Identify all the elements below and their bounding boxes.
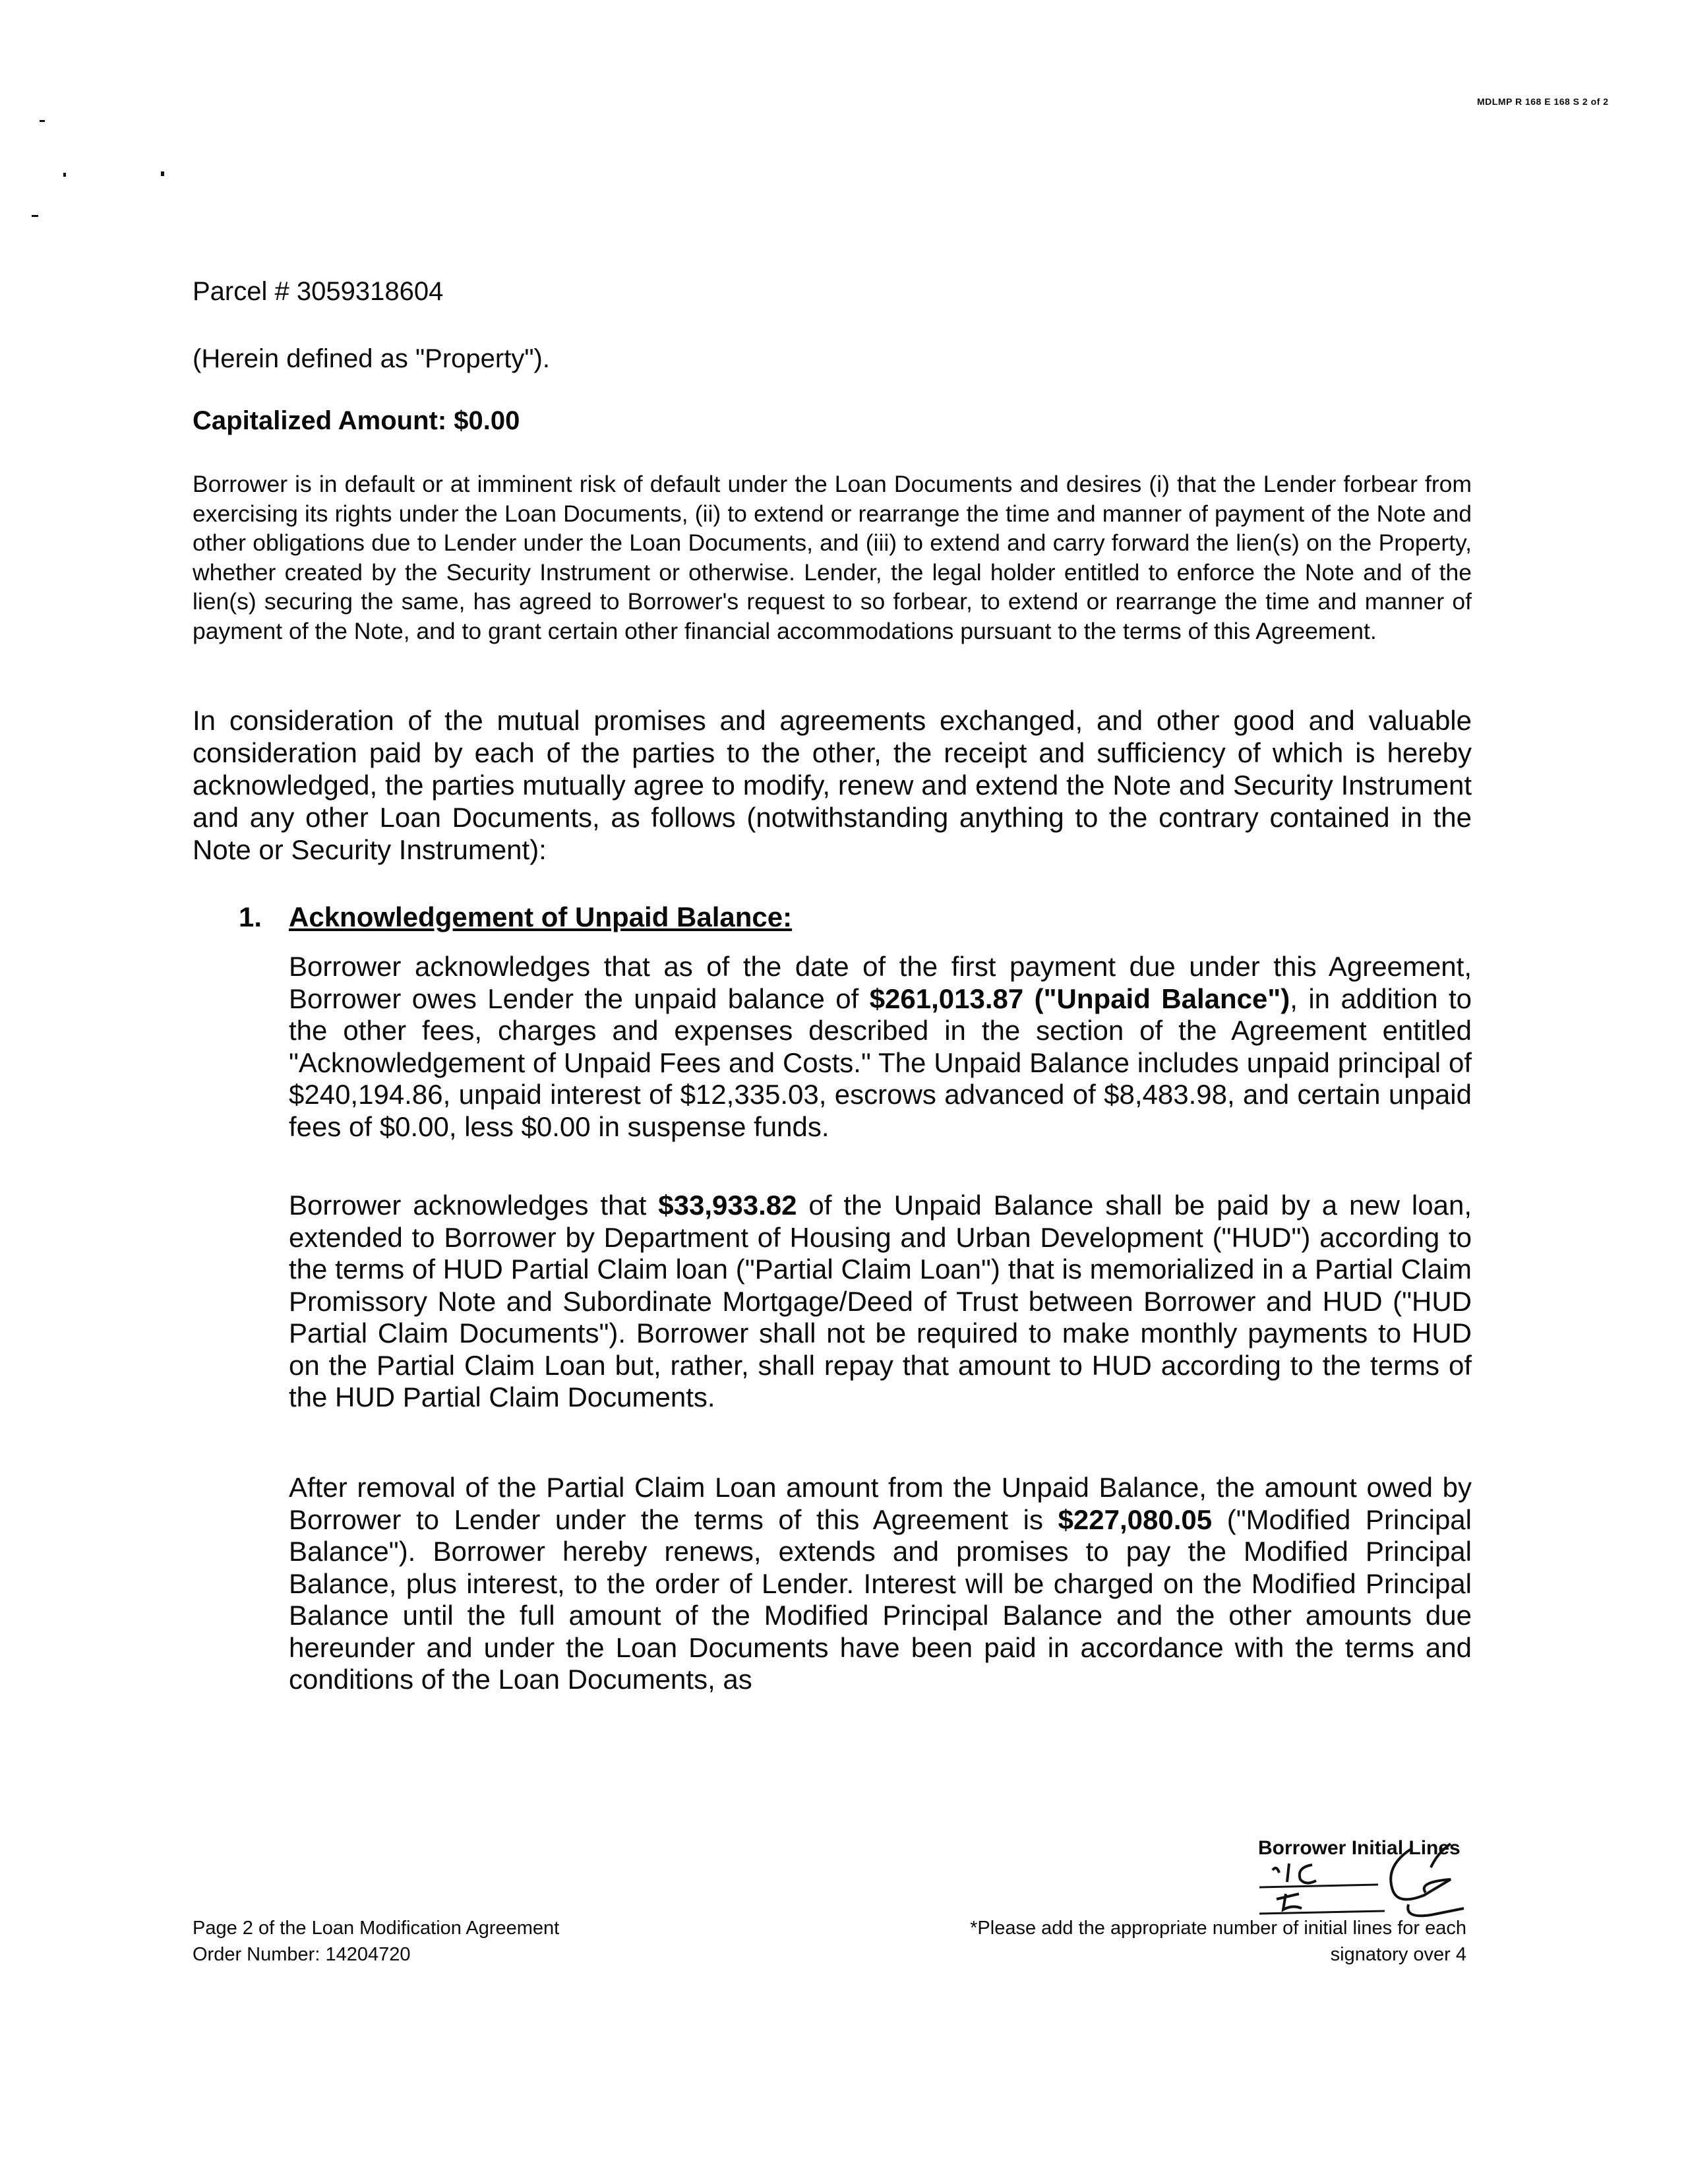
partial-claim-amount: $33,933.82 — [658, 1190, 797, 1221]
page-label: Page 2 of the Loan Modification Agreement — [193, 1918, 560, 1939]
text-run: After removal of the Partial Claim Loan amount from the Unpaid Balance, the amount owed by Borrower to Lender under the terms of this Agreement is — [289, 1472, 1472, 1535]
initials-line — [1259, 1911, 1385, 1914]
section-number: 1. — [239, 901, 262, 932]
partial-claim-paragraph — [289, 1190, 1472, 1414]
initials-stroke — [1273, 1868, 1279, 1873]
initials-stroke — [1431, 1844, 1451, 1867]
initials-stroke — [1391, 1849, 1451, 1899]
initials-stroke — [1300, 1865, 1316, 1883]
initials-note-2: signatory over 4 — [1330, 1944, 1466, 1965]
initials-label: Borrower Initial Lines — [1258, 1837, 1461, 1859]
text-run: ("Modified Principal Balance"). Borrower hereby renews, extends and promises to pay the Modified Principal Balance, plus interest, to the order of Lender. Interest will be charged on the Modified Principal Balance until the full amount of the Modified Principal Balance and the other amounts due hereunder and under the Loan Documents have been paid in accordance with the terms and conditions of the Loan Documents, as — [289, 1503, 1472, 1695]
modified-principal-paragraph — [289, 1472, 1472, 1696]
footer-left — [193, 1915, 559, 1968]
initials-stroke — [1277, 1894, 1302, 1910]
text-run: Borrower acknowledges that as of the date of the first payment due under this Agreement, Borrower owes Lender the unpaid balance of — [289, 951, 1472, 1014]
initials-note: *Please add the appropriate number of initial lines for each — [970, 1918, 1466, 1939]
scan-speck — [63, 173, 66, 177]
capitalized-amount: Capitalized Amount: $0.00 — [193, 406, 520, 435]
initials-stroke — [1287, 1864, 1289, 1882]
consideration-paragraph: In consideration of the mutual promises and agreements exchanged, and other good and valuable consideration paid by each of the parties to the other, the receipt and sufficiency of which is hereby acknowledged, the parties mutually agree to modify, renew and extend the Note and Security Instrument and any other Loan Documents, as follows (notwithstanding anything to the contrary contained in the Note or Security Instrument): — [193, 705, 1472, 865]
initials-line — [1259, 1885, 1378, 1887]
section-title: Acknowledgement of Unpaid Balance: — [289, 901, 793, 932]
modified-principal-amount: $227,080.05 — [1058, 1503, 1213, 1535]
scan-speck — [40, 120, 45, 122]
scan-speck — [161, 171, 164, 176]
recital-paragraph: Borrower is in default or at imminent risk of default under the Loan Documents and desires (i) that the Lender forbear from exercising its rights under the Loan Documents, (ii) to extend or rearrange the time and manner of payment of the Note and other obligations due to Lender under the Loan Documents, and (iii) to extend and carry forward the lien(s) on the Property, whether created by the Security Instrument or otherwise. Lender, the legal holder entitled to enforce the Note and of the lien(s) securing the same, has agreed to Borrower's request to so forbear, to extend or rearrange the time and manner of payment of the Note, and to grant certain other financial accommodations pursuant to the terms of this Agreement. — [193, 471, 1472, 644]
text-run: Borrower acknowledges that — [289, 1190, 659, 1221]
unpaid-balance-amount: $261,013.87 ("Unpaid Balance") — [869, 983, 1290, 1014]
property-definition: (Herein defined as "Property"). — [193, 344, 550, 373]
unpaid-balance-paragraph — [289, 951, 1472, 1143]
scan-speck — [32, 215, 38, 217]
initials-stroke — [1408, 1904, 1464, 1916]
order-number: Order Number: 14204720 — [193, 1944, 411, 1965]
text-run: of the Unpaid Balance shall be paid by a new loan, extended to Borrower by Department of Housing and Urban Development ("HUD") according to the terms of HUD Partial Claim loan ("Partial Claim Loan") that is memorialized in a Partial Claim Promissory Note and Subordinate Mortgage/Deed of Trust between Borrower and HUD ("HUD Partial Claim Documents"). Borrower shall not be required to make monthly payments to HUD on the Partial Claim Loan but, rather, shall repay that amount to HUD according to the terms of the HUD Partial Claim Documents. — [289, 1190, 1472, 1412]
handwritten-initials-icon — [1253, 1827, 1477, 1919]
parcel-number: Parcel # 3059318604 — [193, 277, 444, 306]
text-run: , in addition to the other fees, charges and expenses described in the section of the Agreement entitled "Acknowledgement of Unpaid Fees and Costs." The Unpaid Balance includes unpaid principal of $240,194.86, unpaid interest of $12,335.03, escrows advanced of $8,483.98, and certain unpaid fees of $0.00, less $0.00 in suspense funds. — [289, 983, 1472, 1142]
document-stamp: MDLMP R 168 E 168 S 2 of 2 — [1477, 96, 1609, 107]
footer-right — [897, 1915, 1466, 1968]
